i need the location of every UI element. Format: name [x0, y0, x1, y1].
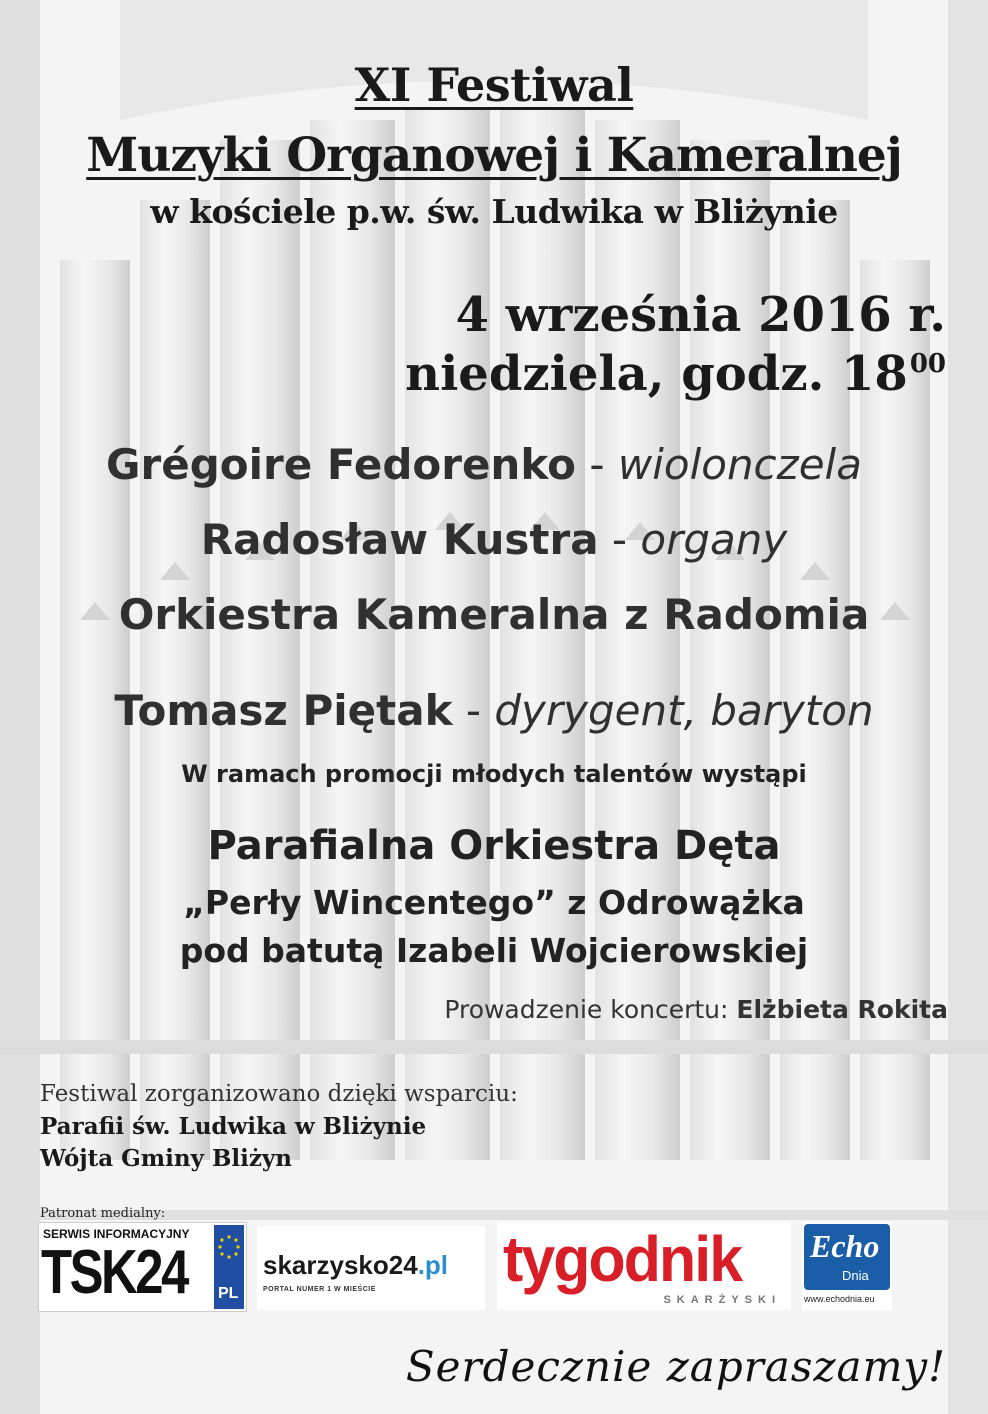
performer-2 [0, 515, 988, 564]
skarzysko24-logo-main [263, 1250, 448, 1281]
concert-host [444, 995, 948, 1024]
echo-dnia-logo-sub: Dnia [842, 1268, 869, 1283]
skarzysko24-logo-tld: .pl [417, 1250, 449, 1280]
festival-title-line2: Muzyki Organowej i Kameralnej [86, 128, 902, 183]
echo-dnia-url: www.echodnia.eu [804, 1294, 875, 1304]
performer-3: Orkiestra Kameralna z Radomia [118, 590, 870, 639]
event-date: 4 września 2016 r. [455, 287, 946, 343]
promo-text: W ramach promocji młodych talentów wystąpi [181, 760, 807, 788]
host-label: Prowadzenie koncertu: [444, 995, 737, 1024]
tsk24-logo-pl: PL [218, 1285, 239, 1302]
invitation-text: Serdecznie zapraszamy! [405, 1342, 946, 1391]
performer-4 [0, 686, 988, 735]
performer-role: dyrygent, baryton [494, 686, 874, 735]
tsk24-logo-main: TSK24 [41, 1238, 187, 1307]
performer-separator: - [598, 515, 641, 564]
event-day-time-text: niedziela, godz. 18 [405, 346, 908, 402]
band-conductor: pod batutą Izabeli Wojcierowskiej [179, 931, 809, 970]
performer-separator: - [452, 686, 495, 735]
skarzysko24-logo-name: skarzysko24 [263, 1250, 418, 1280]
supporter-1: Parafii św. Ludwika w Bliżynie [40, 1113, 427, 1140]
skarzysko24-logo-sub: PORTAL NUMER 1 W MIEŚCIE [263, 1286, 376, 1293]
band-name: Parafialna Orkiestra Dęta [207, 823, 781, 869]
echo-dnia-badge [804, 1224, 890, 1290]
skarzysko24-logo[interactable] [257, 1226, 485, 1310]
performer-role: organy [640, 515, 788, 564]
tygodnik-skarzyski-logo[interactable] [497, 1222, 791, 1310]
tsk24-logo[interactable] [38, 1222, 247, 1312]
festival-venue: w kościele p.w. św. Ludwika w Bliżynie [150, 192, 838, 231]
performer-1 [0, 440, 978, 489]
media-patronage-label: Patronat medialny: [40, 1206, 166, 1221]
band-subtitle: „Perły Wincentego” z Odrowążka [183, 883, 805, 922]
event-day-time [405, 346, 946, 402]
performer-role: wiolonczela [617, 440, 862, 489]
performer-name: Tomasz Piętak [114, 686, 453, 735]
support-label: Festiwal zorganizowano dzięki wsparciu: [40, 1081, 518, 1107]
host-name: Elżbieta Rokita [736, 995, 948, 1024]
tsk24-logo-top: SERWIS INFORMACYJNY [43, 1227, 190, 1241]
performer-separator: - [576, 440, 618, 489]
echo-dnia-logo[interactable] [802, 1222, 892, 1310]
tygodnik-logo-sub: SKARŻYSKI [663, 1294, 781, 1306]
event-time-minutes: 00 [909, 349, 946, 379]
performer-name: Grégoire Fedorenko [106, 440, 576, 489]
eu-flag-icon [214, 1225, 244, 1309]
supporter-2: Wójta Gminy Bliżyn [40, 1145, 293, 1172]
echo-dnia-logo-main: Echo [810, 1228, 880, 1264]
festival-title-line1: XI Festiwal [354, 58, 634, 112]
performer-name: Radosław Kustra [200, 515, 599, 564]
tygodnik-logo-main: tygodnik [503, 1223, 742, 1295]
